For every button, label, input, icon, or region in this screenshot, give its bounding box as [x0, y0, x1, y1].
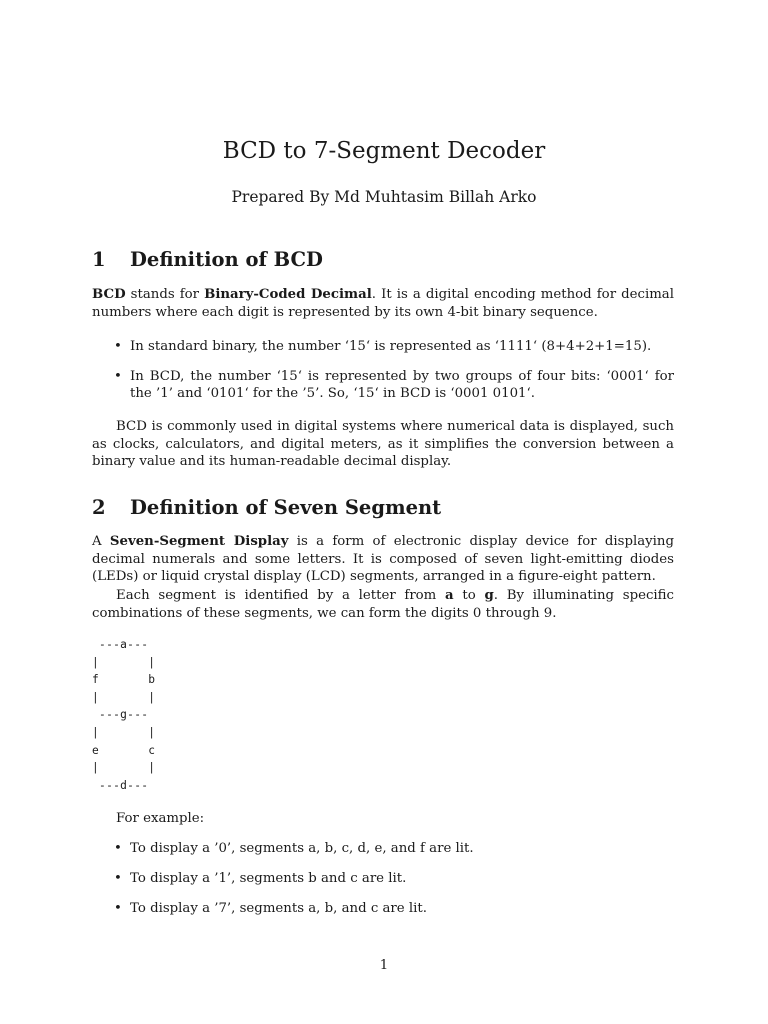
section-1-intro: [92, 286, 674, 321]
list-item: [92, 840, 674, 858]
example-bullet-list: [92, 840, 674, 918]
section-2-number: 2: [92, 496, 106, 519]
section-1-title: Definition of BCD: [130, 248, 323, 271]
list-item-text: To display a ’0’, segments a, b, c, d, e, and f are lit.: [130, 841, 474, 856]
section-1-heading: [92, 248, 323, 271]
segment-letter-g: g: [484, 588, 494, 603]
list-item: [92, 870, 674, 888]
page-number: 1: [379, 958, 389, 973]
segment-letter-a: a: [445, 588, 454, 603]
list-item-text: To display a ’1’, segments b and c are lit.: [130, 871, 407, 887]
text-span: Each segment is identified by a letter from: [116, 588, 446, 603]
section-1-bullet-list: [92, 338, 674, 403]
term-seven-segment-display: Seven-Segment Display: [109, 534, 289, 549]
list-item-text: In BCD, the number ‘15‘ is represented by two groups of four bits: ‘0001‘ for the ’1’ and ‘0101‘ for the ’5’. So, ‘15‘ in BCD is ‘0001 0101‘.: [130, 368, 674, 402]
section-2-heading: [92, 496, 441, 519]
bullet-icon: •: [114, 339, 122, 354]
section-1-number: 1: [92, 248, 106, 271]
term-binary-coded-decimal: Binary-Coded Decimal: [204, 287, 372, 302]
section-2-paragraph-2: [92, 587, 674, 622]
bullet-icon: •: [114, 871, 122, 887]
section-2-title: Definition of Seven Segment: [130, 496, 442, 519]
text-span: . It is a digital encoding method for decimal numbers where each digit is represented by its own 4-bit binary sequence.: [92, 287, 674, 320]
section-1-closing: BCD is commonly used in digital systems where numerical data is displayed, such as clocks, calculators, and digital meters, as it simplifies the conversion between a binary value and its human-readable decimal display.: [92, 419, 674, 470]
example-label: For example:: [116, 811, 205, 826]
section-2-intro: [92, 533, 674, 586]
document-author: Prepared By Md Muhtasim Billah Arko: [231, 188, 537, 206]
text-span: . By illuminating specific combinations of these segments, we can form the digits 0 through 9.: [92, 588, 674, 621]
bullet-icon: •: [114, 841, 122, 856]
document-title: BCD to 7-Segment Decoder: [222, 138, 546, 164]
bullet-icon: •: [114, 368, 122, 384]
text-span: is a form of electronic display device for displaying decimal numerals and some letters. It is composed of seven light-emitting diodes (LEDs) or liquid crystal display (LCD) segments, arranged in a figure-eight pattern.: [92, 534, 674, 585]
list-item: [92, 900, 674, 918]
bullet-icon: •: [114, 901, 122, 917]
list-item-text: In standard binary, the number ‘15‘ is represented as ‘1111‘ (8+4+2+1=15).: [130, 339, 652, 354]
seven-segment-ascii-diagram: ---a--- | | f b | | ---g--- | | e c | | ---d---: [92, 638, 156, 792]
list-item: [92, 338, 674, 356]
text-span: stands for: [125, 287, 205, 302]
list-item-text: To display a ’7’, segments a, b, and c are lit.: [130, 901, 427, 917]
term-bcd: BCD: [92, 287, 126, 302]
text-span: A: [92, 534, 110, 549]
list-item: [92, 368, 674, 403]
text-span: to: [453, 588, 485, 603]
